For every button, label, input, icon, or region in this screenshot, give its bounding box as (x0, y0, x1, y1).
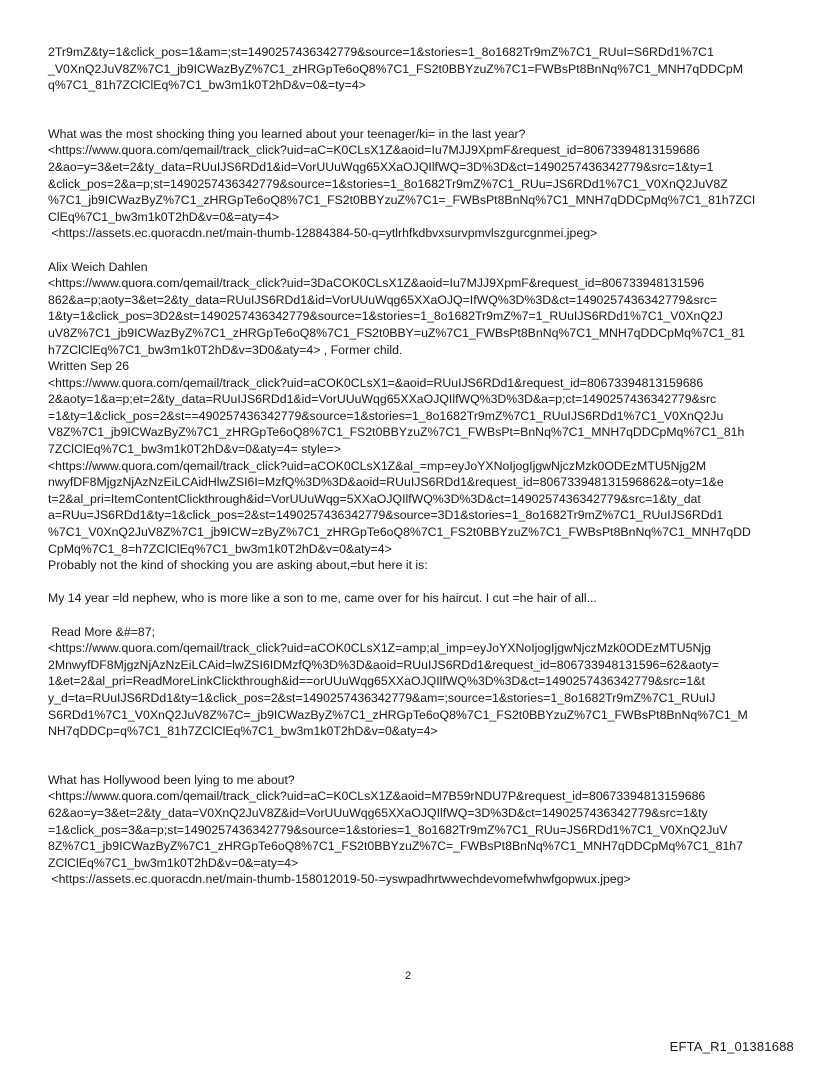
text-line: 8Z%7C1_jb9ICWazByZ%7C1_zHRGpTe6oQ8%7C1_FS2t0BBYzuZ%7C=_FWBsPt8BnNq%7C1_MNH7qDDCpMq%7C1_81h7 (48, 839, 743, 854)
text-line: Alix Weich Dahlen (48, 259, 148, 274)
text-line: ClEq%7C1_bw3m1k0T2hD&v=0&=aty=4> (48, 209, 280, 224)
story-hollywood-lying (48, 772, 780, 888)
answer-excerpt-text: My 14 year =ld nephew, who is more like a son to me, came over for his haircut. I cut =he hair of all... (48, 591, 597, 606)
text-line: ZClClEq%7C1_bw3m1k0T2hD&v=0&=aty=4> (48, 855, 299, 870)
text-line: <https://www.quora.com/qemail/track_click?uid=aCOK0CLsX1=&aoid=RUuIJS6RDd1&request_id=80673394813159686 (48, 375, 704, 390)
text-line: h7ZClClEq%7C1_bw3m1k0T2hD&v=3D0&aty=4> , Former child. (48, 342, 403, 357)
text-line: 7ZClClEq%7C1_bw3m1k0T2hD&v=0&aty=4= style=> (48, 442, 341, 457)
text-line: =1&ty=1&click_pos=2&st==490257436342779&source=1&stories=1_8o1682Tr9mZ%7C1_RUuIJS6RDd1%7C1_V0XnQ2Ju (48, 408, 724, 423)
text-line: <https://www.quora.com/qemail/track_click?uid=3DaCOK0CLsX1Z&aoid=Iu7MJJ9XpmF&request_id=806733948131596 (48, 276, 705, 291)
text-line: &click_pos=2&a=p;st=1490257436342779&source=1&stories=1_8o1682Tr9mZ%7C1_RUu=JS6RDd1%7C1_V0XnQ2JuV8Z (48, 176, 728, 191)
text-line: _V0XnQ2JuV8Z%7C1_jb9ICWazByZ%7C1_zHRGpTe6oQ8%7C1_FS2t0BBYzuZ%7C1=FWBsPt8BnNq%7C1_MNH7qDDCpM (48, 61, 743, 76)
read-more-link-block[interactable] (48, 624, 780, 740)
text-line: 2MnwyfDF8MjgzNjAzNzEiLCAid=lwZSI6IDMzfQ%3D%3D&aoid=RUuIJS6RDd1&request_id=806733948131596=62&aoty= (48, 657, 719, 672)
text-line: Read More &#=87; (48, 624, 155, 639)
text-line: <https://www.quora.com/qemail/track_click?uid=aCOK0CLsX1Z&al_=mp=eyJoYXNoIjogIjgwNjczMzk0ODEzMTU5Njg2M (48, 458, 707, 473)
text-line: S6RDd1%7C1_V0XnQ2JuV8Z%7C=_jb9ICWazByZ%7C1_zHRGpTe6oQ8%7C1_FS2t0BBYzuZ%7C1_FWBsPt8BnNq%7C1_M (48, 707, 748, 722)
text-line: y_d=ta=RUuIJS6RDd1&ty=1&click_pos=2&st=1490257436342779&am=;source=1&stories=1_8o1682Tr9mZ%7C1_RUuIJ (48, 690, 716, 705)
text-line: =1&click_pos=3&a=p;st=1490257436342779&source=1&stories=1_8o1682Tr9mZ%7C1_RUu=JS6RDd1%7C1_V0XnQ2JuV (48, 822, 728, 837)
document-id: EFTA_R1_01381688 (669, 1039, 794, 1054)
text-line: %7C1_V0XnQ2JuV8Z%7C1_jb9ICW=zByZ%7C1_zHRGpTe6oQ8%7C1_FS2t0BBYzuZ%7C1_FWBsPt8BnNq%7C1_MNH7qDD (48, 525, 751, 540)
text-line: 1&et=2&al_pri=ReadMoreLinkClickthrough&id==orUUuWqg65XXaOJQIlfWQ%3D%3D&ct=1490257436342779&src=1&t (48, 674, 705, 689)
text-line: What was the most shocking thing you learned about your teenager/ki= in the last year? (48, 126, 526, 141)
text-line: t=2&al_pri=ItemContentClickthrough&id=VorUUuWqg=5XXaOJQIlfWQ%3D%3D&ct=1490257436342779&src=1&ty_dat (48, 491, 701, 506)
text-line: a=RUu=JS6RDd1&ty=1&click_pos=2&st=1490257436342779&source=3D1&stories=1_8o1682Tr9mZ%7C1_RUuIJS6RDd1 (48, 508, 724, 523)
text-line: V8Z%7C1_jb9ICWazByZ%7C1_zHRGpTe6oQ8%7C1_FS2t0BBYzuZ%7C1_FWBsPt=BnNq%7C1_MNH7qDDCpMq%7C1_81h (48, 425, 745, 440)
text-line: <https://www.quora.com/qemail/track_click?uid=aC=K0CLsX1Z&aoid=Iu7MJJ9XpmF&request_id=80673394813159686 (48, 143, 700, 158)
answer-excerpt (48, 590, 780, 607)
text-line: <https://www.quora.com/qemail/track_click?uid=aCOK0CLsX1Z=amp;al_imp=eyJoYXNoIjogIjgwNjczMzk0ODEzMTU5Njg (48, 641, 711, 656)
text-line: 62&ao=y=3&et=2&ty_data=V0XnQ2JuV8Z&id=VorUUuWqg65XXaOJQIlfWQ=3D%3D&ct=1490257436342779&src=1&ty (48, 805, 708, 820)
text-line: <https://www.quora.com/qemail/track_click?uid=aC=K0CLsX1Z&aoid=M7B59rNDU7P&request_id=80673394813159686 (48, 789, 706, 804)
text-line: 2&ao=y=3&et=2&ty_data=RUuIJS6RDd1&id=VorUUuWqg65XXaOJQIlfWQ=3D%3D&ct=1490257436342779&src=1&ty=1 (48, 159, 714, 174)
page-number: 2 (404, 970, 412, 982)
text-line: 2&aoty=1&a=p;et=2&ty_data=RUuIJS6RDd1&id=VorUUuWqg65XXaOJQIlfWQ%3D%3D&a=p;ct=1490257436342779&src (48, 392, 717, 407)
text-line: NH7qDDCp=q%7C1_81h7ZClClEq%7C1_bw3m1k0T2hD&v=0&aty=4> (48, 724, 438, 739)
text-line: uV8Z%7C1_jb9ICWazByZ%7C1_zHRGpTe6oQ8%7C1_FS2t0BBY=uZ%7C1_FWBsPt8BnNq%7C1_MNH7qDDCpMq%7C1_81 (48, 325, 746, 340)
text-line: Written Sep 26 (48, 359, 130, 374)
text-line: Probably not the kind of shocking you are asking about,=but here it is: (48, 558, 428, 573)
intro-url-block (48, 44, 780, 94)
text-line: 2Tr9mZ&ty=1&click_pos=1&am=;st=1490257436342779&source=1&stories=1_8o1682Tr9mZ%7C1_RUuI=S6RDd1%7C1 (48, 45, 714, 59)
text-line: <https://assets.ec.quoracdn.net/main-thumb-12884384-50-q=ytlrhfkdbvxsurvpmvlszgurcgnmei.jpeg> (48, 226, 598, 241)
story-answer-alix-weich-dahlen (48, 259, 780, 574)
text-line: 1&ty=1&click_pos=3D2&st=1490257436342779&source=1&stories=1_8o1682Tr9mZ%7=1_RUuIJS6RDd1%7C1_V0XnQ2J (48, 309, 723, 324)
text-line: q%7C1_81h7ZClClEq%7C1_bw3m1k0T2hD&v=0&=ty=4> (48, 78, 366, 93)
text-line: nwyfDF8MjgzNjAzNzEiLCAidHlwZSI6I=MzfQ%3D%3D&aoid=RUuIJS6RDd1&request_id=806733948131596862&=oty=1&e (48, 475, 724, 490)
text-line: <https://assets.ec.quoracdn.net/main-thumb-158012019-50-=yswpadhrtwwechdevomefwhwfgopwux.jpeg> (48, 872, 631, 887)
text-line: What has Hollywood been lying to me about? (48, 772, 295, 787)
story-shocking-teenager (48, 126, 780, 242)
document-body (48, 44, 780, 888)
text-line: %7C1_jb9ICWazByZ%7C1_zHRGpTe6oQ8%7C1_FS2t0BBYzuZ%7C1=_FWBsPt8BnNq%7C1_MNH7qDDCpMq%7C1_81h7ZCI (48, 193, 756, 208)
text-line: 862&a=p;aoty=3&et=2&ty_data=RUuIJS6RDd1&id=VorUUuWqg65XXaOJQ=IfWQ%3D%3D&ct=1490257436342779&src= (48, 292, 718, 307)
text-line: CpMq%7C1_8=h7ZClClEq%7C1_bw3m1k0T2hD&v=0&aty=4> (48, 541, 392, 556)
